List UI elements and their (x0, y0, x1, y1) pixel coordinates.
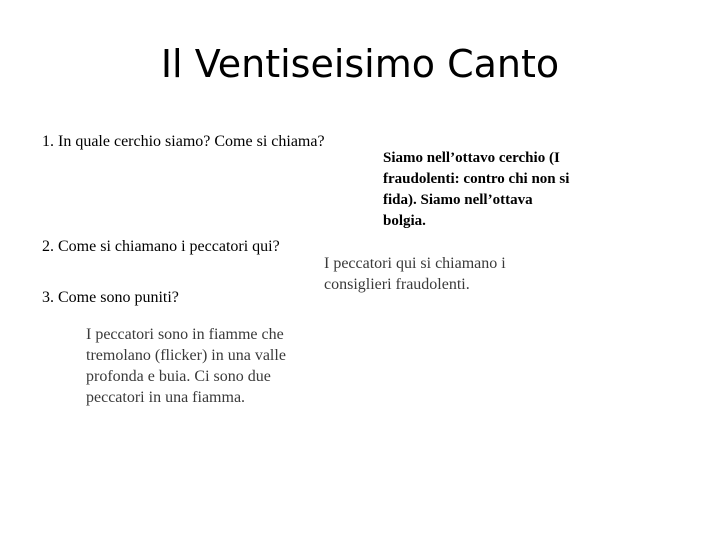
answer-3-line-2: tremolano (flicker) in una valle (86, 347, 286, 364)
question-3: 3. Come sono puniti? (42, 289, 179, 306)
answer-1-line-3: fida). Siamo nell’ottava (383, 192, 533, 208)
answer-3-line-4: peccatori in una fiamma. (86, 389, 246, 406)
answer-2-line-1: I peccatori qui si chiamano i (324, 255, 506, 272)
answer-1-line-2: fraudolenti: contro chi non si (383, 171, 570, 187)
answer-3-line-1: I peccatori sono in fiamme che (86, 326, 284, 343)
answer-2-line-2: consiglieri fraudolenti. (324, 276, 470, 293)
slide-title: Il Ventiseisimo Canto (160, 42, 560, 86)
question-2: 2. Come si chiamano i peccatori qui? (42, 238, 280, 255)
answer-2 (324, 253, 506, 295)
answer-3-line-3: profonda e buia. Ci sono due (86, 368, 271, 385)
question-1: 1. In quale cerchio siamo? Come si chiama? (42, 133, 325, 150)
answer-3 (86, 324, 286, 408)
answer-1-line-1: Siamo nell’ottavo cerchio (I (383, 150, 560, 166)
answer-1 (383, 148, 569, 232)
answer-1-line-4: bolgia. (383, 213, 426, 229)
